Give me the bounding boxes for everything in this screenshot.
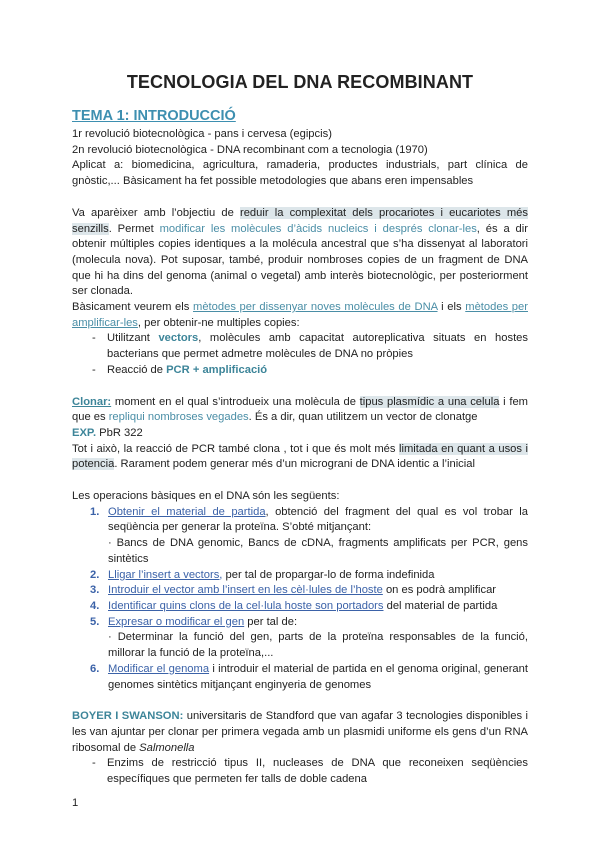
list-item: 1. Obtenir el material de partida, obtenció del fragment del qual es vol trobar la seqüència per generar la proteïna. S’obté mitjançant:	[90, 505, 528, 534]
page-number: 1	[72, 797, 79, 809]
paragraph-boyer: BOYER I SWANSON: universitaris de Standford que van agafar 3 tecnologies disponibles i les van ajuntar per clonar per primera vegada amb un plasmidi uniforme els gens d’un RNA ribosomal de Salmonella	[72, 710, 528, 754]
link-op-1[interactable]: Obtenir el material de partida	[108, 505, 266, 518]
intro-line-3: Aplicat a: biomedicina, agricultura, ramaderia, productes industrials, part clínica de gnòstic,... Bàsicament ha fet possible metodologies que abans eren impensables	[72, 159, 528, 188]
species-name: Salmonella	[139, 741, 195, 754]
link-design-methods[interactable]: mètodes per dissenyar noves molècules de DNA	[193, 301, 438, 314]
document-title: TECNOLOGIA DEL DNA RECOMBINANT	[126, 72, 474, 92]
list-subitem: · Bancs de DNA genomic, Bancs de cDNA, fragments amplificats per PCR, gens sintètics	[108, 537, 528, 565]
list-item: - Enzims de restricció tipus II, nucleases de DNA que reconeixen seqüències específiques que permeten fer talls de doble cadena	[92, 757, 528, 786]
link-op-4[interactable]: Identificar quins clons de la cel·lula hoste son portadors	[108, 599, 384, 612]
list-item: 2. Lligar l’insert a vectors, per tal de propargar-lo de forma indefinida	[90, 568, 435, 581]
list-item: 4. Identificar quins clons de la cel·lula hoste son portadors del material de partida	[90, 599, 498, 612]
link-amplify-methods[interactable]: mètodes per amplificar-les	[72, 301, 528, 329]
link-op-3[interactable]: Introduir el vector amb l’insert en les cèl·lules de l’hoste	[108, 584, 383, 597]
list-item: 5. Expresar o modificar el gen per tal de:	[90, 615, 298, 628]
keyword-pcr: PCR + amplificació	[166, 363, 268, 376]
intro-line-2: 2n revolució biotecnològica - DNA recombinant com a tecnologia (1970)	[72, 143, 428, 156]
list-item: - Utilitzant vectors, molècules amb capacitat autoreplicativa situats en hostes bacterians que permet admetre molècules de DNA no pròpies	[92, 332, 528, 361]
paragraph-pcr: Tot i això, la reacció de PCR també clona , tot i que és molt més limitada en quant a usos i potencia. Rarament podem generar més d’un micrograni de DNA identic a l’inicial	[72, 442, 529, 471]
link-op-2[interactable]: Lligar l’insert a vectors,	[108, 568, 223, 581]
term-boyer: BOYER I SWANSON:	[72, 710, 184, 723]
document-body	[72, 107, 528, 788]
example-line: EXP. PbR 322	[72, 426, 143, 439]
highlight-text: tipus plasmídic a una celula	[359, 395, 500, 408]
paragraph-clonar: Clonar: moment en el qual s’introdueix una molècula de tipus plasmídic a una celula i fem que es repliqui nombroses vegades. És a dir, quan utilitzem un vector de clonatge	[72, 395, 528, 424]
term-clonar: Clonar:	[72, 395, 112, 408]
intro-line-1: 1r revolució biotecnològica - pans i cervesa (egipcis)	[72, 128, 332, 140]
list-item: 6. Modificar el genoma i introduir el material de partida en el genoma original, generant genomes sintètics mitjançant enginyeria de genomes	[90, 662, 528, 691]
highlight-text: limitada en quant a usos i potencia	[72, 442, 529, 471]
link-op-6[interactable]: Modificar el genoma	[108, 662, 210, 675]
example-label: EXP.	[72, 426, 97, 439]
keyword-vectors: vectors	[158, 332, 199, 345]
teal-text: repliqui nombroses vegades	[108, 411, 249, 424]
paragraph-objective: Va aparèixer amb l’objectiu de reduir la complexitat dels procariotes i eucariotes més senzills. Permet modificar les molècules d’àcids nucleics i després clonar-les, és a dir obtenir múltiples copies identiques a la molécula ancestral que s’ha dissenyat al laboratori (molecula nova). Pot suposar, també, produir nombroses copies de un fragment de DNA que hi ha dins del genoma (animal o vegetal) amb interès biotecnològic, per posteriorment ser clonada.	[72, 206, 528, 298]
list-item: - Reacció de PCR + amplificació	[92, 363, 268, 376]
section-heading: TEMA 1: INTRODUCCIÓ	[72, 108, 236, 124]
list-item: 3. Introduir el vector amb l’insert en les cèl·lules de l’hoste on es podrà amplificar	[90, 584, 497, 597]
link-op-5[interactable]: Expresar o modificar el gen	[108, 615, 245, 628]
list-subitem: · Determinar la funció del gen, parts de la proteïna responsables de la funció, millorar la funció de la proteïna,...	[108, 631, 528, 660]
operations-intro: Les operacions bàsiques en el DNA són les següents:	[72, 490, 340, 503]
paragraph-methods: Bàsicament veurem els mètodes per dissenyar noves molècules de DNA i els mètodes per amplificar-les, per obtenir-ne multiples copies:	[72, 301, 528, 329]
highlight-text: reduir la complexitat dels procariotes i eucariotes més senzills	[72, 206, 528, 235]
teal-text: modificar les molècules d’àcids nucleics i després clonar-les	[159, 222, 477, 235]
